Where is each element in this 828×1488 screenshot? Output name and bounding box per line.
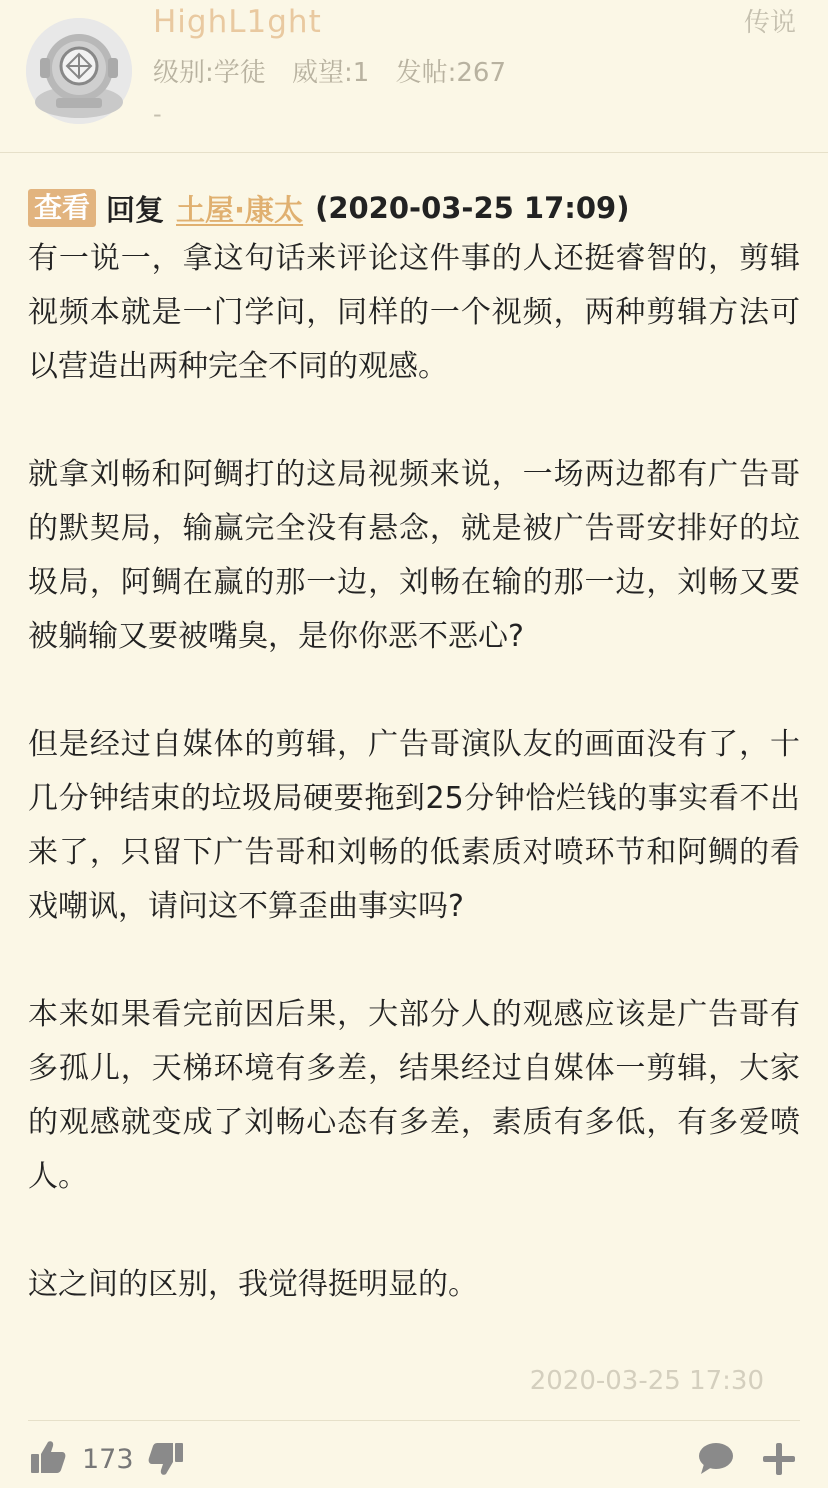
- user-signature: -: [153, 100, 162, 128]
- diving-helmet-icon: [26, 18, 132, 124]
- reply-to-time: (2020-03-25 17:09): [315, 191, 630, 225]
- post-paragraph: 有一说一，拿这句话来评论这件事的人还挺睿智的，剪辑视频本就是一门学问，同样的一个视频，两种剪辑方法可以营造出两种完全不同的观感。: [28, 241, 800, 384]
- post-paragraph: 就拿刘畅和阿鲷打的这局视频来说，一场两边都有广告哥的默契局，输赢完全没有悬念，就是被广告哥安排好的垃圾局，阿鲷在赢的那一边，刘畅在输的那一边，刘畅又要被躺输又要被嘴臭，是你你恶不恶心?: [28, 457, 800, 654]
- comment-icon[interactable]: [698, 1442, 734, 1480]
- user-prestige: 威望:1: [292, 58, 370, 88]
- post-header: [0, 0, 828, 152]
- post-body: [28, 232, 800, 1312]
- user-post-count: 发帖:267: [395, 58, 506, 88]
- post-paragraph: 但是经过自媒体的剪辑，广告哥演队友的画面没有了，十几分钟结束的垃圾局硬要拖到25分钟恰烂钱的事实看不出来了，只留下广告哥和刘畅的低素质对喷环节和阿鲷的看戏嘲讽，请问这不算歪曲事实吗?: [28, 727, 800, 924]
- avatar[interactable]: [26, 18, 132, 124]
- post-paragraph: 本来如果看完前因后果，大部分人的观感应该是广告哥有多孤儿，天梯环境有多差，结果经过自媒体一剪辑，大家的观感就变成了刘畅心态有多差，素质有多低，有多爱喷人。: [28, 997, 800, 1194]
- reply-to-user-link[interactable]: 土屋·康太: [176, 192, 304, 227]
- post-paragraph: 这之间的区别，我觉得挺明显的。: [28, 1267, 478, 1302]
- reply-quote-line: [28, 186, 629, 230]
- user-stats: [153, 52, 524, 89]
- user-level: 级别:学徒: [153, 58, 266, 88]
- thumbs-down-icon[interactable]: [148, 1442, 184, 1480]
- post-timestamp: 2020-03-25 17:30: [529, 1366, 764, 1396]
- like-count: 173: [82, 1444, 134, 1475]
- reply-label: 回复: [106, 192, 165, 227]
- header-divider: [0, 152, 828, 153]
- footer-divider: [28, 1420, 800, 1421]
- post-actions: [0, 1428, 828, 1488]
- user-rank: 传说: [743, 8, 796, 38]
- plus-icon[interactable]: [762, 1442, 796, 1480]
- view-quote-button[interactable]: 查看: [28, 189, 96, 227]
- thumbs-up-icon[interactable]: [30, 1440, 66, 1478]
- username[interactable]: HighL1ght: [153, 4, 322, 40]
